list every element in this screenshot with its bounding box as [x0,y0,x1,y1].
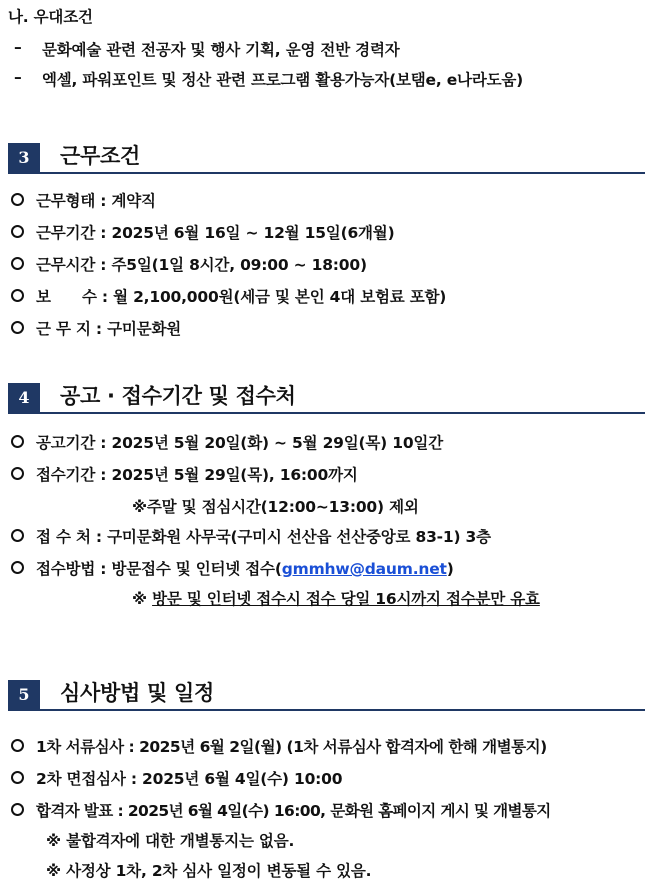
section-divider [8,709,645,711]
circle-bullet-icon [11,529,24,542]
row-value: 2025년 6월 2일(월) (1차 서류심사 합격자에 한해 개별통지) [139,738,547,756]
note-mark: ※ [132,590,147,608]
dash-marker: – [14,68,22,86]
application-row [36,557,454,579]
condition-row [36,285,446,307]
circle-bullet-icon [11,435,24,448]
schedule-note: ※ 불합격자에 대한 개별통지는 없음. [46,832,295,850]
section-title: 근무조건 [60,144,140,168]
preference-item-text: 엑셀, 파워포인트 및 정산 관련 프로그램 활용가능자(보탬e, e나라도움) [42,71,524,89]
circle-bullet-icon [11,739,24,752]
section-header-3 [0,140,645,174]
row-label: 근 무 지 : [36,320,102,338]
section-divider [8,172,645,174]
row-value: 주5일(1일 8시간, 09:00 ~ 18:00) [111,256,367,274]
application-validity-note [132,587,540,609]
section-number: 4 [8,383,40,412]
circle-bullet-icon [11,467,24,480]
schedule-row [36,799,551,821]
section-divider [8,412,645,414]
circle-bullet-icon [11,771,24,784]
row-label: 보 수 : [36,288,108,306]
row-label: 1차 서류심사 : [36,738,135,756]
schedule-row [36,767,342,789]
row-label: 접 수 처 : [36,528,102,546]
row-label: 근무시간 : [36,256,107,274]
application-note: ※주말 및 점심시간(12:00~13:00) 제외 [132,498,419,516]
row-label: 공고기간 : [36,434,107,452]
section-title: 심사방법 및 일정 [60,681,214,705]
application-row [36,525,491,547]
condition-row [36,317,181,339]
condition-row [36,253,367,275]
circle-bullet-icon [11,289,24,302]
row-value: 방문접수 및 인터넷 접수( [111,560,282,578]
circle-bullet-icon [11,193,24,206]
row-label: 합격자 발표 : [36,802,124,820]
row-label: 접수방법 : [36,560,107,578]
circle-bullet-icon [11,257,24,270]
schedule-note: ※ 사정상 1차, 2차 심사 일정이 변동될 수 있음. [46,862,372,880]
row-label: 2차 면접심사 : [36,770,137,788]
row-label: 근무기간 : [36,224,107,242]
section-header-5 [0,677,645,711]
row-suffix: ) [446,560,454,578]
row-value: 계약직 [111,192,156,210]
row-value: 월 2,100,000원(세금 및 본인 4대 보험료 포함) [113,288,447,306]
circle-bullet-icon [11,225,24,238]
schedule-row [36,735,547,757]
application-row [36,463,358,485]
application-row [36,431,443,453]
dash-marker: – [14,38,22,56]
row-value: 2025년 5월 20일(화) ~ 5월 29일(목) 10일간 [111,434,443,452]
row-value: 2025년 6월 16일 ~ 12월 15일(6개월) [111,224,395,242]
preference-item-text: 문화예술 관련 전공자 및 행사 기획, 운영 전반 경력자 [42,41,400,59]
condition-row [36,189,156,211]
circle-bullet-icon [11,321,24,334]
row-value: 2025년 6월 4일(수) 10:00 [142,770,343,788]
circle-bullet-icon [11,803,24,816]
section-header-4 [0,380,645,414]
row-value: 2025년 5월 29일(목), 16:00까지 [111,466,358,484]
row-value: 구미문화원 [107,320,181,338]
row-label: 근무형태 : [36,192,107,210]
row-value: 구미문화원 사무국(구미시 선산읍 선산중앙로 83-1) 3층 [107,528,491,546]
preference-heading: 나. 우대조건 [8,8,93,26]
email-link[interactable]: gmmhw@daum.net [281,560,447,578]
note-text: 방문 및 인터넷 접수시 접수 당일 16시까지 접수분만 유효 [152,590,540,608]
row-value: 2025년 6월 4일(수) 16:00, 문화원 홈페이지 게시 및 개별통지 [127,802,551,820]
row-label: 접수기간 : [36,466,107,484]
section-number: 3 [8,143,40,172]
condition-row [36,221,394,243]
section-number: 5 [8,680,40,709]
section-title: 공고 · 접수기간 및 접수처 [60,384,296,408]
circle-bullet-icon [11,561,24,574]
